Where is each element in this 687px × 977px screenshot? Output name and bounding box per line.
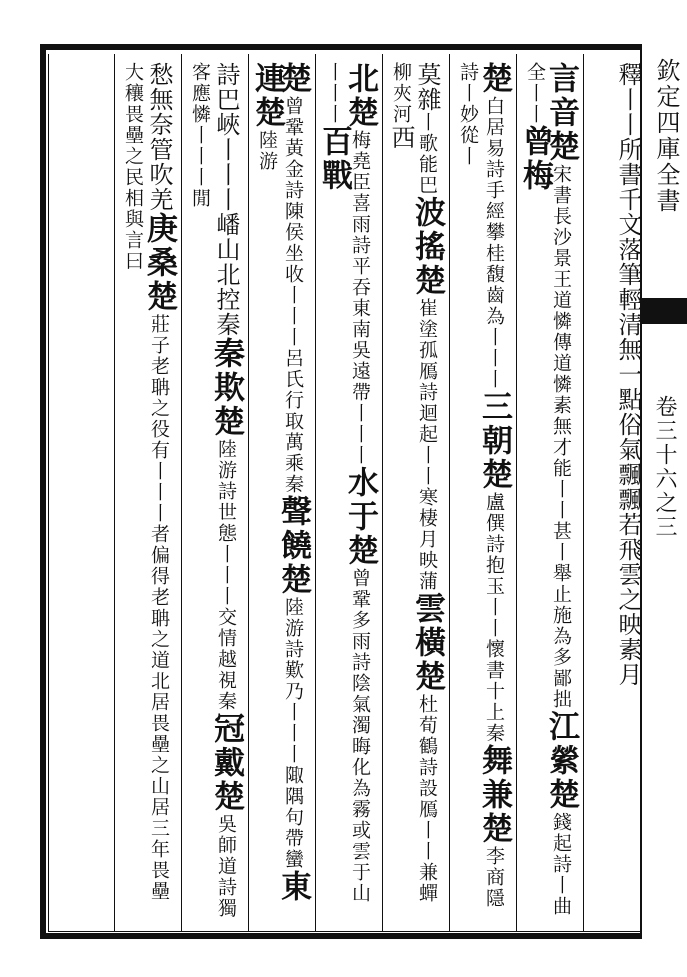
entry-heading: 江縈楚 — [543, 710, 579, 812]
text-column — [187, 62, 244, 922]
annotation-text: 李商隱詩丨妙從丨 — [457, 62, 505, 909]
annotation-text: 白居易詩手經攀桂馥齒為丨丨丨 — [483, 96, 505, 390]
column-rule — [449, 54, 450, 932]
annotation-text: 宋書長沙景王道憐傳道憐素無才能丨丨甚丨舉止施為多鄙拙 — [550, 164, 572, 710]
text-column — [249, 62, 311, 922]
entry-heading: 楚 — [476, 62, 512, 96]
annotation-text: 吳師道詩獨客應憐丨丨丨閒 — [189, 62, 237, 919]
annotation-text: 杜荀鶴詩設鴈丨丨兼蟬柳夾河 — [390, 62, 438, 904]
main-text: 西 — [387, 125, 415, 150]
annotation-text: 崔塗孤鴈詩迴起丨丨寒棲月映蒲 — [416, 298, 438, 592]
annotation-text: 陸游 — [256, 130, 278, 172]
column-rule — [382, 54, 383, 932]
annotation-text: 梅堯臣喜雨詩平吞東南吳遠帶丨丨丨 — [349, 130, 371, 466]
column-rule — [248, 54, 249, 932]
text-column — [517, 62, 579, 922]
entry-heading: 聲饒楚 — [275, 495, 311, 597]
annotation-text: 曾鞏多雨詩陰氣濁晦化為霧或雲于山丨丨丨 — [323, 62, 371, 904]
entry-heading: 曾梅 — [517, 125, 553, 193]
entry-heading: 言音楚 — [543, 62, 579, 164]
entry-heading: 水于楚 — [342, 466, 378, 568]
column-rule — [114, 54, 115, 932]
annotation-text: 陸游詩世態丨丨丨交情越視秦 — [215, 439, 237, 712]
annotation-text: 盧僎詩抱玉丨丨懷書十上秦 — [483, 492, 505, 744]
column-rule — [583, 54, 584, 932]
column-rule — [181, 54, 182, 932]
fishtail-mark — [640, 298, 687, 324]
entry-heading: 北楚 — [342, 62, 378, 130]
entry-heading: 秦欺楚 — [208, 337, 244, 439]
annotation-text: 錢起詩丨曲全丨丨 — [524, 62, 572, 917]
entry-heading: 波搖楚 — [409, 196, 445, 298]
text-column — [387, 62, 445, 922]
text-column — [316, 62, 378, 922]
entry-heading: 舞兼楚 — [476, 744, 512, 846]
entry-heading: 百戰 — [316, 125, 352, 193]
annotation-text: 曾鞏黃金詩陳侯坐收丨丨丨呂氏行取萬乘秦 — [282, 96, 304, 495]
entry-heading: 東連楚 — [249, 62, 311, 904]
entry-heading: 楚 — [275, 62, 311, 96]
main-text: 釋丨丨所書千文落筆輕清無一點俗氣飄飄若飛雲之映素月 — [614, 62, 642, 687]
volume-label: 卷三十六之三 — [652, 395, 677, 539]
main-text: 詩巴峽丨丨丨嶓山北控秦 — [212, 62, 240, 337]
text-column — [589, 62, 641, 922]
main-text: 愁無奈管吹羌 — [145, 62, 173, 212]
text-column — [455, 62, 512, 922]
entry-heading: 雲橫楚 — [409, 592, 445, 694]
entry-heading: 三朝楚 — [476, 390, 512, 492]
entry-heading: 庚桑楚 — [141, 212, 177, 314]
text-column — [120, 62, 177, 922]
entry-heading: 冠戴楚 — [208, 712, 244, 814]
annotation-text: 陸游詩歎乃丨丨丨陬隅句帶蠻 — [282, 597, 304, 870]
main-text: 莫雜 — [413, 62, 441, 112]
book-title: 欽定四庫全書 — [652, 58, 680, 214]
annotation-text: 莊子老聃之役有丨丨丨者偏得老聃之道北居畏壘之山居三年畏壘大穰畏壘之民相與言曰 — [122, 62, 170, 902]
annotation-text: 丨歌能巴 — [416, 112, 438, 196]
